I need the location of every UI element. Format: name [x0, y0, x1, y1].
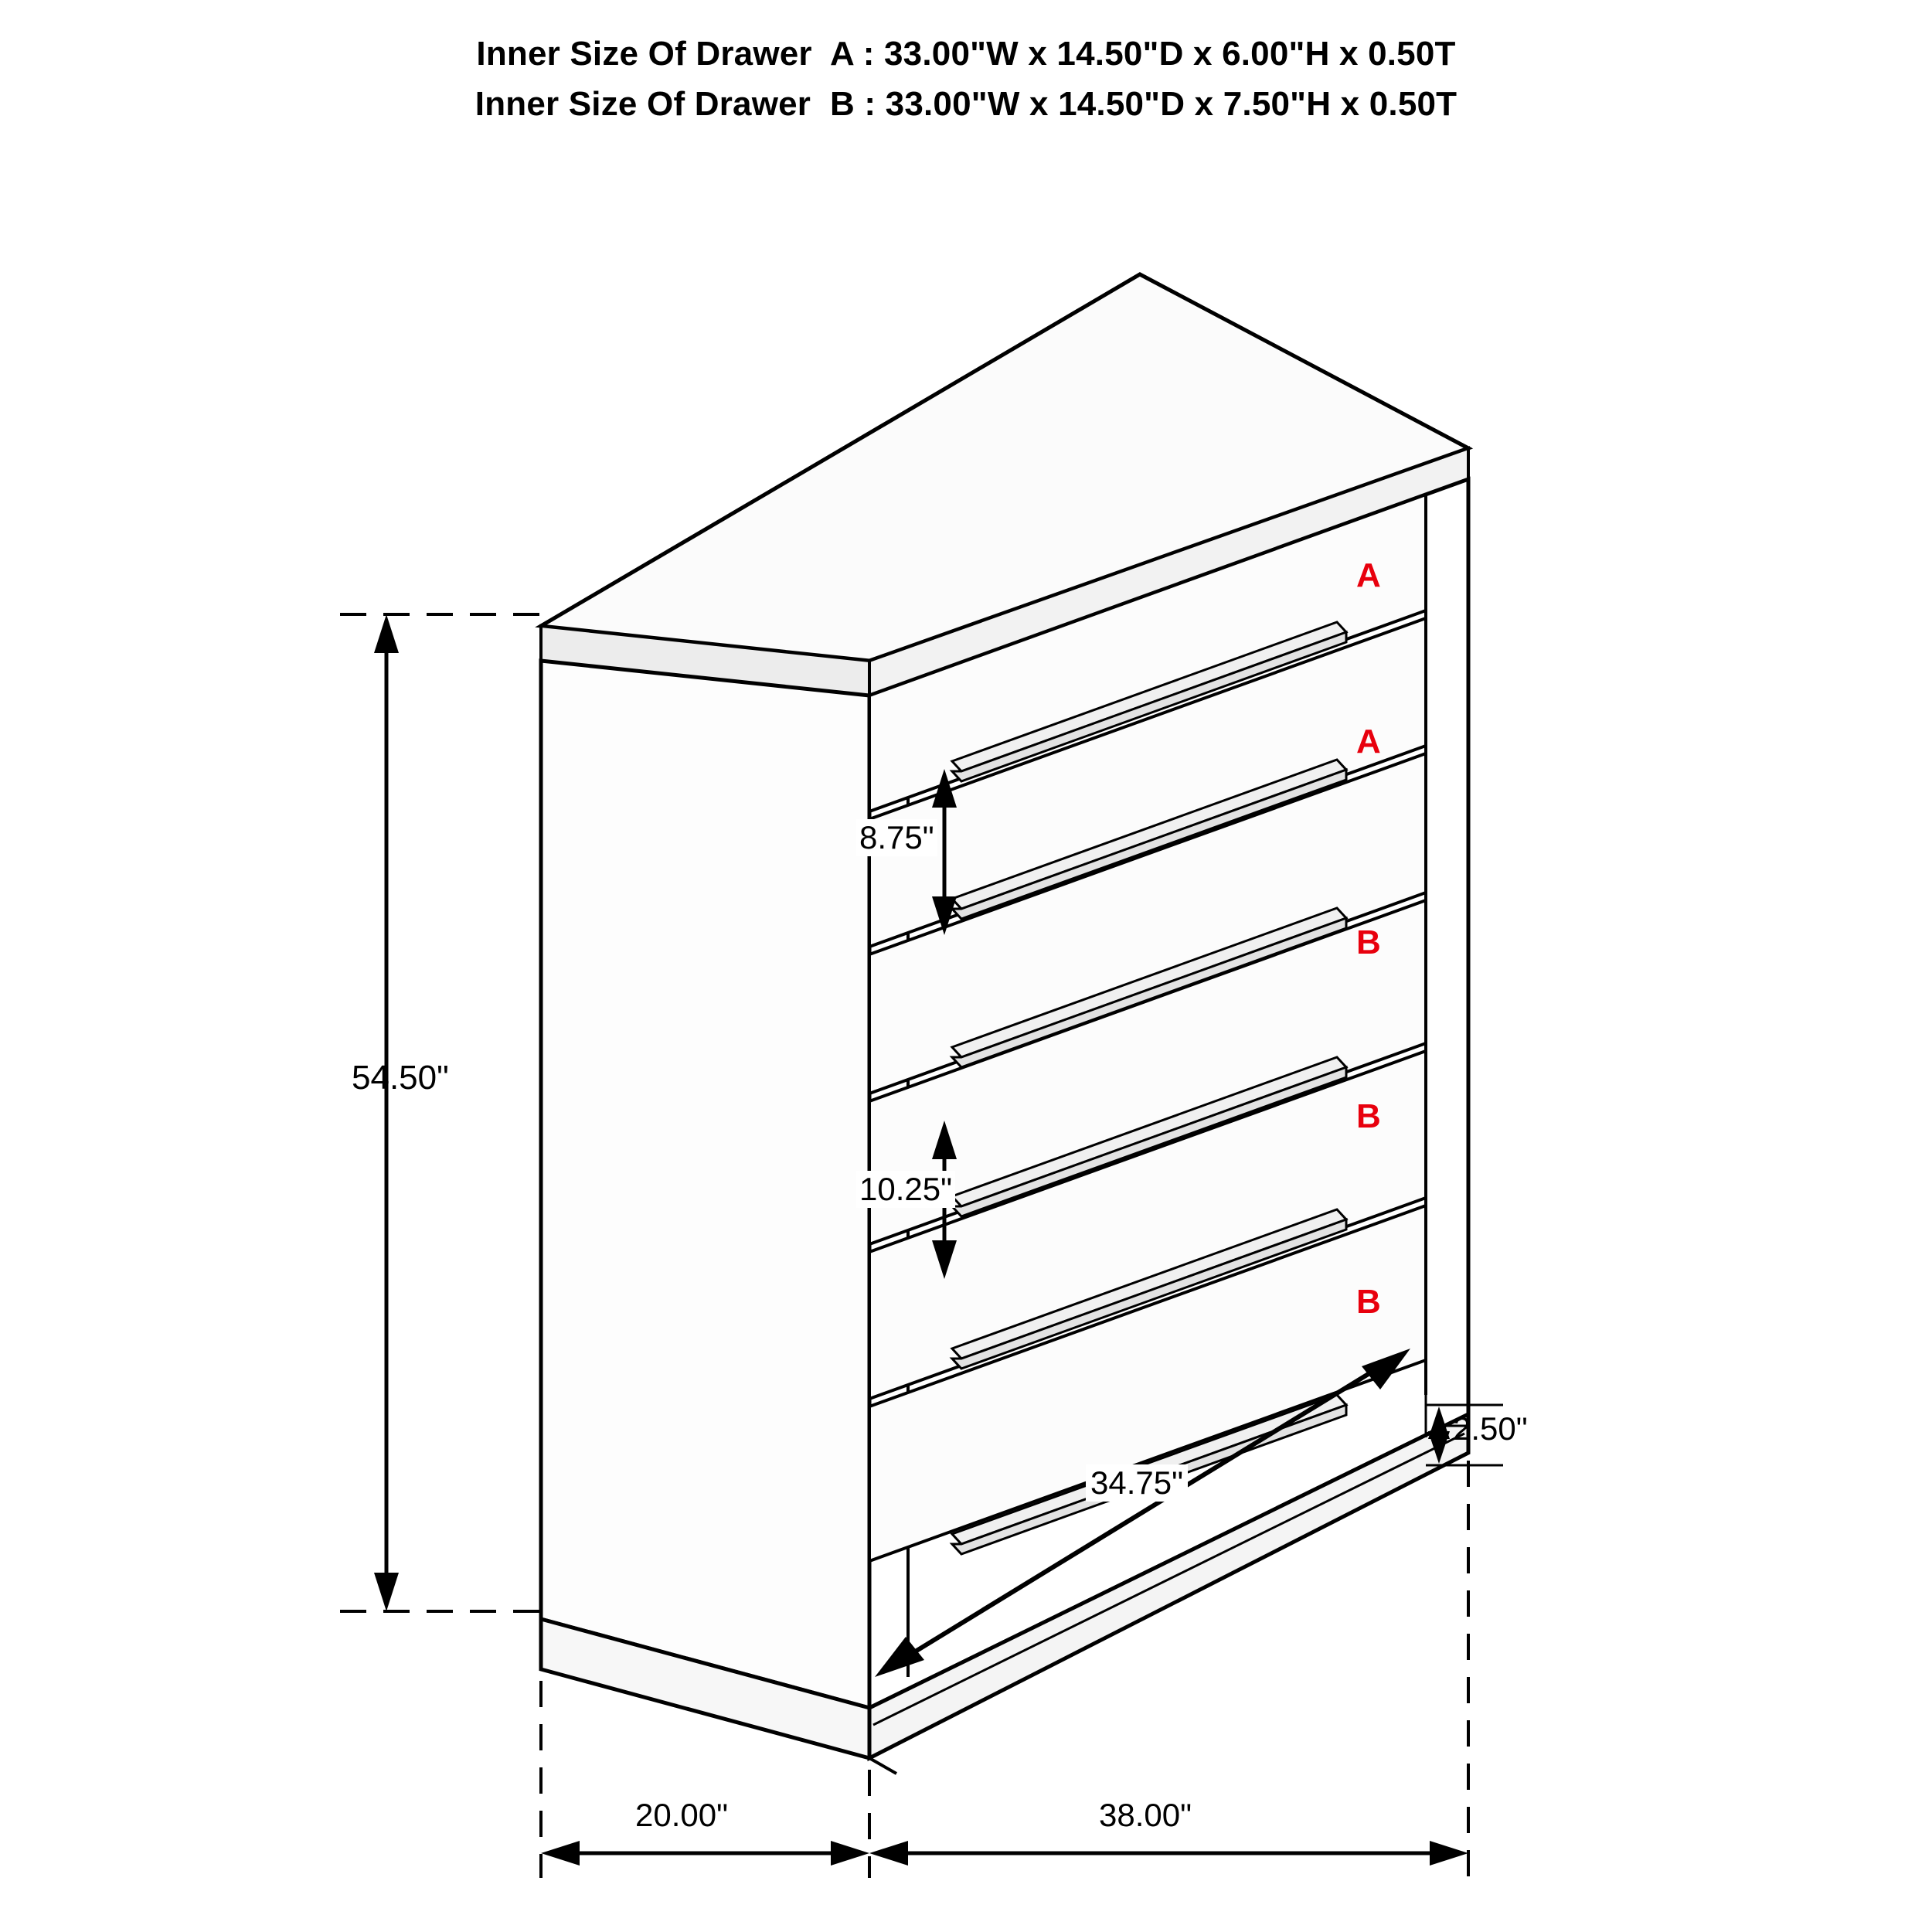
dim-overall-height: 54.50"	[352, 1059, 449, 1097]
dim-overall-depth: 20.00"	[635, 1797, 729, 1833]
header-line-1: Inner Size Of Drawer A : 33.00"W x 14.50"D x 6.00"H x 0.50T	[476, 35, 1456, 73]
dim-overall-width: 38.00"	[1099, 1797, 1192, 1833]
dim-drawer-b-height: 10.25"	[856, 1171, 955, 1208]
drawer-tag-b-2: B	[1356, 1097, 1381, 1135]
header-line-2: Inner Size Of Drawer B : 33.00"W x 14.50"D x 7.50"H x 0.50T	[474, 85, 1458, 123]
drawer-tag-b-3: B	[1356, 1283, 1381, 1321]
drawer-tag-b-1: B	[1356, 923, 1381, 961]
dim-base-height: 2.50"	[1453, 1410, 1528, 1447]
dim-drawer-a-height: 8.75"	[856, 819, 937, 856]
drawer-tag-a-2: A	[1356, 723, 1381, 760]
drawer-tag-a-1: A	[1356, 556, 1381, 594]
dim-inner-width: 34.75"	[1086, 1464, 1188, 1502]
